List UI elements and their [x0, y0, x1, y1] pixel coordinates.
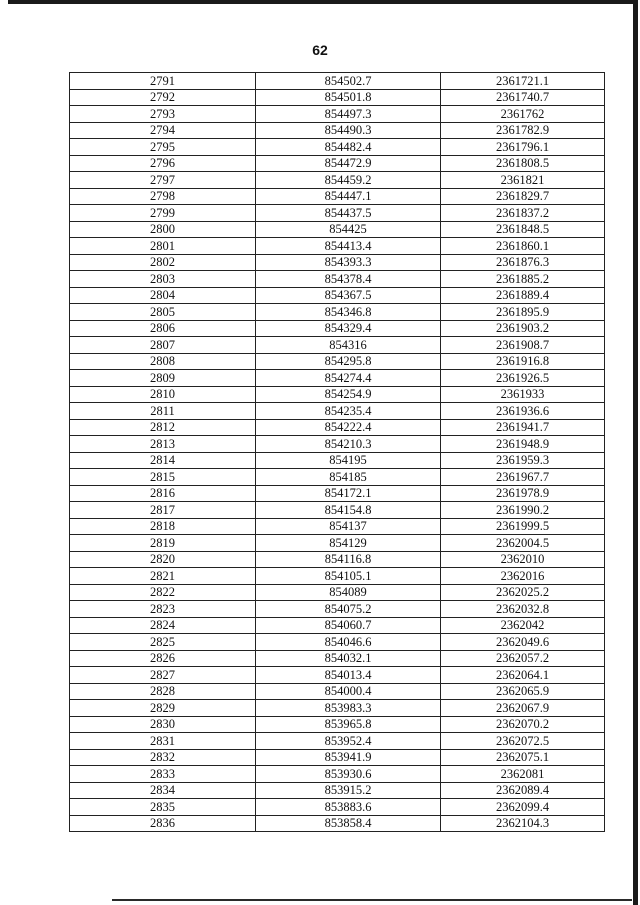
point-number-cell: 2820 [70, 551, 256, 568]
y-coordinate-cell: 2361848.5 [441, 221, 605, 238]
table-row [70, 172, 605, 189]
x-coordinate-cell: 854154.8 [256, 502, 441, 519]
y-coordinate-cell: 2362081 [441, 766, 605, 783]
y-coordinate-cell: 2362089.4 [441, 782, 605, 799]
x-coordinate-cell: 854393.3 [256, 254, 441, 271]
point-number-cell: 2826 [70, 650, 256, 667]
point-number-cell: 2824 [70, 617, 256, 634]
point-number-cell: 2807 [70, 337, 256, 354]
table-row [70, 650, 605, 667]
point-number-cell: 2823 [70, 601, 256, 618]
point-number-cell: 2804 [70, 287, 256, 304]
y-coordinate-cell: 2361908.7 [441, 337, 605, 354]
table-row [70, 667, 605, 684]
point-number-cell: 2819 [70, 535, 256, 552]
point-number-cell: 2803 [70, 271, 256, 288]
point-number-cell: 2817 [70, 502, 256, 519]
x-coordinate-cell: 854482.4 [256, 139, 441, 156]
scan-border-bottom [112, 899, 632, 901]
x-coordinate-cell: 854116.8 [256, 551, 441, 568]
x-coordinate-cell: 853915.2 [256, 782, 441, 799]
table-row [70, 122, 605, 139]
table-row [70, 188, 605, 205]
x-coordinate-cell: 854274.4 [256, 370, 441, 387]
point-number-cell: 2808 [70, 353, 256, 370]
y-coordinate-cell: 2362025.2 [441, 584, 605, 601]
coordinates-table-body [70, 73, 605, 832]
table-row [70, 370, 605, 387]
table-row [70, 518, 605, 535]
table-row [70, 584, 605, 601]
point-number-cell: 2799 [70, 205, 256, 222]
point-number-cell: 2811 [70, 403, 256, 420]
x-coordinate-cell: 854046.6 [256, 634, 441, 651]
table-row [70, 617, 605, 634]
x-coordinate-cell: 854316 [256, 337, 441, 354]
y-coordinate-cell: 2362067.9 [441, 700, 605, 717]
x-coordinate-cell: 853930.6 [256, 766, 441, 783]
x-coordinate-cell: 854075.2 [256, 601, 441, 618]
point-number-cell: 2834 [70, 782, 256, 799]
scan-border-right [633, 0, 638, 905]
y-coordinate-cell: 2361990.2 [441, 502, 605, 519]
x-coordinate-cell: 854013.4 [256, 667, 441, 684]
point-number-cell: 2818 [70, 518, 256, 535]
point-number-cell: 2798 [70, 188, 256, 205]
table-row [70, 485, 605, 502]
y-coordinate-cell: 2361885.2 [441, 271, 605, 288]
table-row [70, 287, 605, 304]
table-row [70, 386, 605, 403]
x-coordinate-cell: 854490.3 [256, 122, 441, 139]
point-number-cell: 2825 [70, 634, 256, 651]
point-number-cell: 2806 [70, 320, 256, 337]
y-coordinate-cell: 2362104.3 [441, 815, 605, 832]
x-coordinate-cell: 854000.4 [256, 683, 441, 700]
point-number-cell: 2795 [70, 139, 256, 156]
x-coordinate-cell: 854060.7 [256, 617, 441, 634]
point-number-cell: 2810 [70, 386, 256, 403]
table-row [70, 304, 605, 321]
y-coordinate-cell: 2361941.7 [441, 419, 605, 436]
x-coordinate-cell: 853983.3 [256, 700, 441, 717]
table-row [70, 799, 605, 816]
y-coordinate-cell: 2362065.9 [441, 683, 605, 700]
y-coordinate-cell: 2362004.5 [441, 535, 605, 552]
point-number-cell: 2814 [70, 452, 256, 469]
x-coordinate-cell: 854378.4 [256, 271, 441, 288]
point-number-cell: 2836 [70, 815, 256, 832]
y-coordinate-cell: 2361762 [441, 106, 605, 123]
table-row [70, 535, 605, 552]
y-coordinate-cell: 2361933 [441, 386, 605, 403]
x-coordinate-cell: 854032.1 [256, 650, 441, 667]
table-row [70, 353, 605, 370]
x-coordinate-cell: 853965.8 [256, 716, 441, 733]
y-coordinate-cell: 2362072.5 [441, 733, 605, 750]
point-number-cell: 2830 [70, 716, 256, 733]
y-coordinate-cell: 2362049.6 [441, 634, 605, 651]
coordinates-table [69, 72, 605, 832]
point-number-cell: 2832 [70, 749, 256, 766]
point-number-cell: 2793 [70, 106, 256, 123]
point-number-cell: 2809 [70, 370, 256, 387]
x-coordinate-cell: 854329.4 [256, 320, 441, 337]
point-number-cell: 2801 [70, 238, 256, 255]
y-coordinate-cell: 2361903.2 [441, 320, 605, 337]
point-number-cell: 2796 [70, 155, 256, 172]
point-number-cell: 2813 [70, 436, 256, 453]
coordinates-table-wrapper [69, 72, 604, 832]
x-coordinate-cell: 854447.1 [256, 188, 441, 205]
x-coordinate-cell: 854295.8 [256, 353, 441, 370]
point-number-cell: 2805 [70, 304, 256, 321]
table-row [70, 436, 605, 453]
table-row [70, 205, 605, 222]
point-number-cell: 2829 [70, 700, 256, 717]
table-row [70, 106, 605, 123]
y-coordinate-cell: 2361829.7 [441, 188, 605, 205]
table-row [70, 271, 605, 288]
y-coordinate-cell: 2361837.2 [441, 205, 605, 222]
point-number-cell: 2800 [70, 221, 256, 238]
table-row [70, 238, 605, 255]
point-number-cell: 2812 [70, 419, 256, 436]
table-row [70, 634, 605, 651]
point-number-cell: 2835 [70, 799, 256, 816]
point-number-cell: 2802 [70, 254, 256, 271]
x-coordinate-cell: 854129 [256, 535, 441, 552]
table-row [70, 155, 605, 172]
y-coordinate-cell: 2362064.1 [441, 667, 605, 684]
y-coordinate-cell: 2362075.1 [441, 749, 605, 766]
y-coordinate-cell: 2361959.3 [441, 452, 605, 469]
table-row [70, 89, 605, 106]
point-number-cell: 2833 [70, 766, 256, 783]
x-coordinate-cell: 853941.9 [256, 749, 441, 766]
table-row [70, 469, 605, 486]
table-row [70, 782, 605, 799]
table-row [70, 221, 605, 238]
y-coordinate-cell: 2361978.9 [441, 485, 605, 502]
table-row [70, 139, 605, 156]
page-number: 62 [312, 42, 328, 58]
table-row [70, 700, 605, 717]
point-number-cell: 2815 [70, 469, 256, 486]
x-coordinate-cell: 854413.4 [256, 238, 441, 255]
x-coordinate-cell: 853952.4 [256, 733, 441, 750]
x-coordinate-cell: 854235.4 [256, 403, 441, 420]
y-coordinate-cell: 2361895.9 [441, 304, 605, 321]
y-coordinate-cell: 2361999.5 [441, 518, 605, 535]
y-coordinate-cell: 2361967.7 [441, 469, 605, 486]
x-coordinate-cell: 853858.4 [256, 815, 441, 832]
table-row [70, 601, 605, 618]
x-coordinate-cell: 854501.8 [256, 89, 441, 106]
y-coordinate-cell: 2361860.1 [441, 238, 605, 255]
x-coordinate-cell: 854437.5 [256, 205, 441, 222]
y-coordinate-cell: 2362016 [441, 568, 605, 585]
table-row [70, 749, 605, 766]
point-number-cell: 2827 [70, 667, 256, 684]
y-coordinate-cell: 2361916.8 [441, 353, 605, 370]
table-row [70, 683, 605, 700]
x-coordinate-cell: 854210.3 [256, 436, 441, 453]
x-coordinate-cell: 854137 [256, 518, 441, 535]
y-coordinate-cell: 2361821 [441, 172, 605, 189]
y-coordinate-cell: 2361889.4 [441, 287, 605, 304]
x-coordinate-cell: 854497.3 [256, 106, 441, 123]
x-coordinate-cell: 853883.6 [256, 799, 441, 816]
table-row [70, 452, 605, 469]
x-coordinate-cell: 854502.7 [256, 73, 441, 90]
point-number-cell: 2792 [70, 89, 256, 106]
y-coordinate-cell: 2362010 [441, 551, 605, 568]
point-number-cell: 2816 [70, 485, 256, 502]
point-number-cell: 2831 [70, 733, 256, 750]
table-row [70, 419, 605, 436]
y-coordinate-cell: 2361782.9 [441, 122, 605, 139]
y-coordinate-cell: 2362057.2 [441, 650, 605, 667]
x-coordinate-cell: 854222.4 [256, 419, 441, 436]
point-number-cell: 2791 [70, 73, 256, 90]
x-coordinate-cell: 854089 [256, 584, 441, 601]
y-coordinate-cell: 2361721.1 [441, 73, 605, 90]
point-number-cell: 2821 [70, 568, 256, 585]
table-row [70, 766, 605, 783]
y-coordinate-cell: 2361808.5 [441, 155, 605, 172]
x-coordinate-cell: 854367.5 [256, 287, 441, 304]
x-coordinate-cell: 854425 [256, 221, 441, 238]
y-coordinate-cell: 2361796.1 [441, 139, 605, 156]
table-row [70, 815, 605, 832]
x-coordinate-cell: 854472.9 [256, 155, 441, 172]
x-coordinate-cell: 854172.1 [256, 485, 441, 502]
y-coordinate-cell: 2361740.7 [441, 89, 605, 106]
point-number-cell: 2797 [70, 172, 256, 189]
y-coordinate-cell: 2361926.5 [441, 370, 605, 387]
y-coordinate-cell: 2362032.8 [441, 601, 605, 618]
table-row [70, 403, 605, 420]
y-coordinate-cell: 2362070.2 [441, 716, 605, 733]
table-row [70, 551, 605, 568]
y-coordinate-cell: 2361948.9 [441, 436, 605, 453]
y-coordinate-cell: 2362099.4 [441, 799, 605, 816]
y-coordinate-cell: 2362042 [441, 617, 605, 634]
table-row [70, 73, 605, 90]
table-row [70, 568, 605, 585]
point-number-cell: 2794 [70, 122, 256, 139]
x-coordinate-cell: 854459.2 [256, 172, 441, 189]
scan-border-top [8, 0, 634, 4]
point-number-cell: 2828 [70, 683, 256, 700]
x-coordinate-cell: 854105.1 [256, 568, 441, 585]
y-coordinate-cell: 2361876.3 [441, 254, 605, 271]
x-coordinate-cell: 854346.8 [256, 304, 441, 321]
table-row [70, 337, 605, 354]
x-coordinate-cell: 854254.9 [256, 386, 441, 403]
table-row [70, 733, 605, 750]
x-coordinate-cell: 854185 [256, 469, 441, 486]
table-row [70, 502, 605, 519]
x-coordinate-cell: 854195 [256, 452, 441, 469]
table-row [70, 716, 605, 733]
table-row [70, 320, 605, 337]
point-number-cell: 2822 [70, 584, 256, 601]
table-row [70, 254, 605, 271]
y-coordinate-cell: 2361936.6 [441, 403, 605, 420]
